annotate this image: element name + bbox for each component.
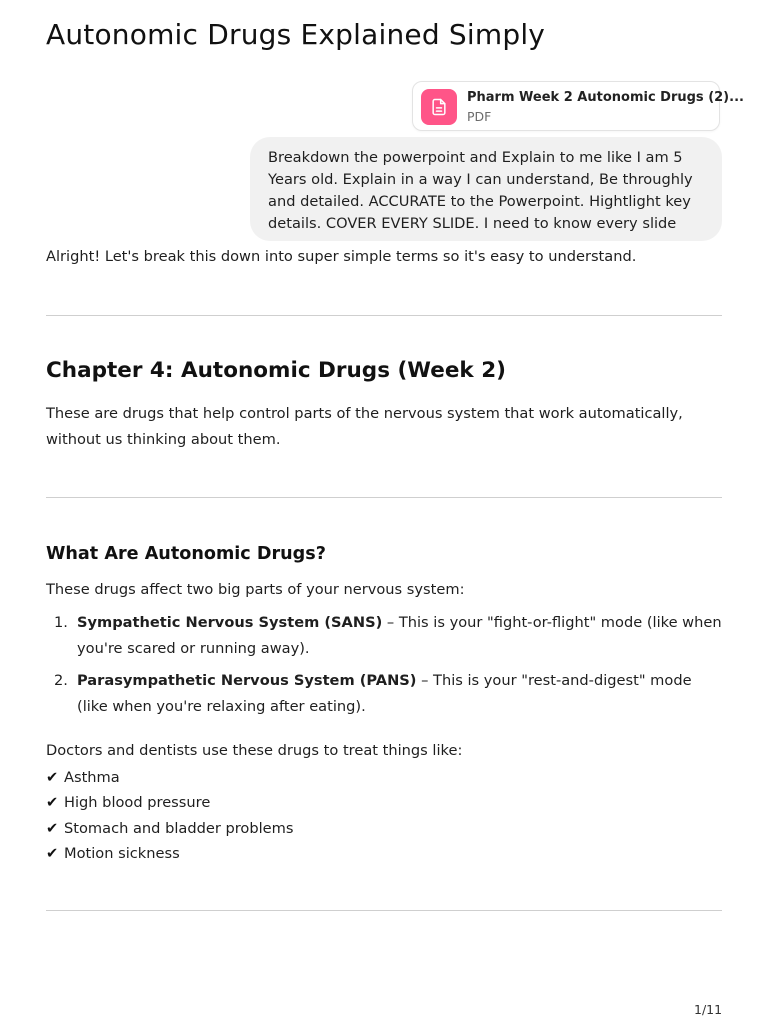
system-description: – This is your "fight-or-flight" mode (like when you're scared or running away). <box>77 614 722 657</box>
chapter-heading: Chapter 4: Autonomic Drugs (Week 2) <box>46 358 506 383</box>
attachment-file-type: PDF <box>467 109 492 124</box>
system-description: – This is your "rest-and-digest" mode (like when you're relaxing after eating). <box>77 672 692 715</box>
attachment-file-name: Pharm Week 2 Autonomic Drugs (2)... <box>467 90 744 105</box>
file-document-icon <box>421 89 457 125</box>
page-counter: 1/11 <box>694 1002 723 1017</box>
pdf-attachment-card[interactable] <box>412 81 744 131</box>
list-item <box>46 816 293 841</box>
list-item <box>46 610 722 662</box>
checkmark-icon: ✔ <box>46 844 59 862</box>
treatment-label: Stomach and bladder problems <box>64 819 294 837</box>
page-title: Autonomic Drugs Explained Simply <box>46 18 546 51</box>
treatment-label: Asthma <box>64 769 120 786</box>
treatments-lead: Doctors and dentists use these drugs to treat things like: <box>46 742 463 759</box>
list-item <box>46 668 722 720</box>
chapter-description: These are drugs that help control parts of the nervous system that work automatically, without us thinking about them. <box>46 405 683 448</box>
divider <box>46 315 722 316</box>
treatments-list <box>46 765 293 866</box>
section-lead: These drugs affect two big parts of your nervous system: <box>46 581 465 598</box>
system-name: Sympathetic Nervous System (SANS) <box>77 614 383 631</box>
checkmark-icon: ✔ <box>46 769 59 786</box>
checkmark-icon: ✔ <box>46 794 59 812</box>
list-item <box>46 765 293 790</box>
nervous-system-list <box>46 610 722 726</box>
divider <box>46 497 722 498</box>
list-item <box>46 841 293 866</box>
treatment-label: Motion sickness <box>64 844 180 862</box>
user-message-bubble: Breakdown the powerpoint and Explain to me like I am 5 Years old. Explain in a way I can understand, Be throughly and detailed. ACCURATE to the Powerpoint. Hightlight key details. COVER EVERY SLIDE. I need to know every slide <box>250 137 722 241</box>
section-heading: What Are Autonomic Drugs? <box>46 544 326 564</box>
checkmark-icon: ✔ <box>46 819 59 837</box>
list-item <box>46 790 293 815</box>
response-intro: Alright! Let's break this down into super simple terms so it's easy to understand. <box>46 248 637 265</box>
list-number: 2. <box>54 672 68 689</box>
treatment-label: High blood pressure <box>64 794 211 812</box>
list-number: 1. <box>54 614 68 631</box>
divider <box>46 910 722 911</box>
system-name: Parasympathetic Nervous System (PANS) <box>77 672 417 689</box>
